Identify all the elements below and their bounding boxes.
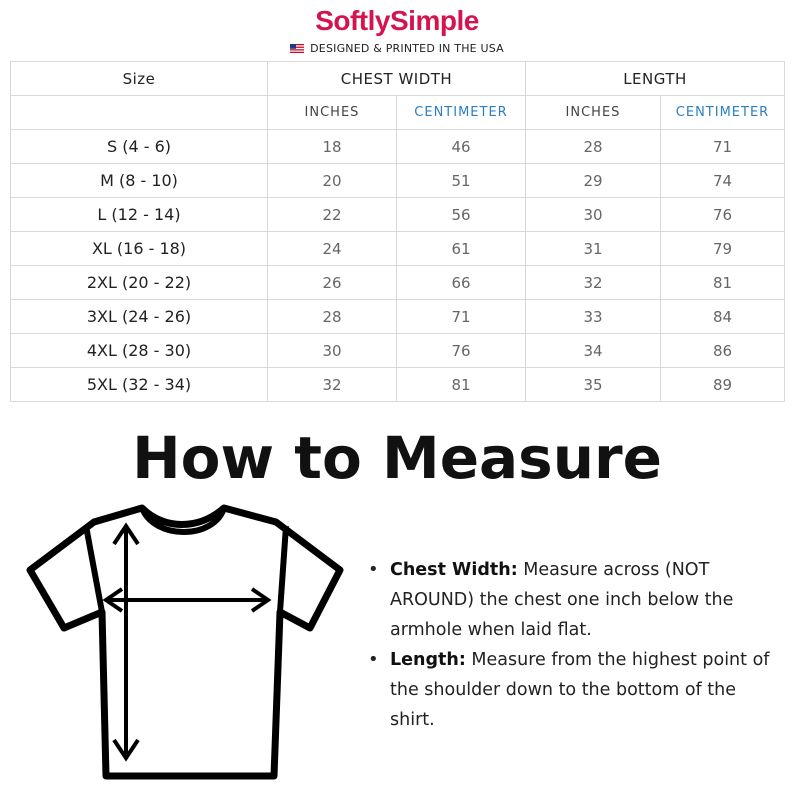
brand-tagline — [290, 42, 504, 55]
length-cm-cell: 74 — [661, 164, 785, 198]
chest-width-text: Measure across (NOT AROUND) the chest one inch below the armhole when laid flat. — [390, 560, 734, 640]
table-row — [11, 300, 785, 334]
size-cell: M (8 - 10) — [11, 164, 268, 198]
measure-instructions — [368, 555, 778, 735]
length-inches-cell: 30 — [526, 198, 661, 232]
table-row — [11, 368, 785, 402]
chest-inches-cell: 26 — [268, 266, 397, 300]
brand-header — [0, 4, 794, 57]
chest-inches-header: INCHES — [268, 96, 397, 130]
chest-inches-cell: 30 — [268, 334, 397, 368]
bullet-icon: • — [368, 649, 379, 670]
chest-cm-cell: 61 — [397, 232, 526, 266]
length-text: Measure from the highest point of the shoulder down to the bottom of the shirt. — [390, 650, 770, 730]
length-inches-cell: 28 — [526, 130, 661, 164]
chest-cm-cell: 71 — [397, 300, 526, 334]
brand-tagline-text: DESIGNED & PRINTED IN THE USA — [310, 42, 504, 55]
table-row — [11, 266, 785, 300]
size-header: Size — [11, 62, 268, 96]
length-cm-header: CENTIMETER — [661, 96, 785, 130]
length-inches-cell: 29 — [526, 164, 661, 198]
chest-inches-cell: 18 — [268, 130, 397, 164]
chest-cm-cell: 76 — [397, 334, 526, 368]
chest-inches-cell: 20 — [268, 164, 397, 198]
chest-cm-cell: 46 — [397, 130, 526, 164]
chest-inches-cell: 28 — [268, 300, 397, 334]
length-cm-cell: 84 — [661, 300, 785, 334]
table-row — [11, 130, 785, 164]
table-row — [11, 198, 785, 232]
length-cm-cell: 76 — [661, 198, 785, 232]
length-cm-cell: 89 — [661, 368, 785, 402]
table-unit-row — [11, 96, 785, 130]
brand-logo: SoftlySimple — [315, 5, 479, 36]
chest-cm-cell: 81 — [397, 368, 526, 402]
chest-cm-header: CENTIMETER — [397, 96, 526, 130]
chest-cm-cell: 56 — [397, 198, 526, 232]
chest-cm-cell: 51 — [397, 164, 526, 198]
tshirt-measure-icon — [24, 500, 354, 790]
length-cm-cell: 86 — [661, 334, 785, 368]
table-row — [11, 164, 785, 198]
length-inches-cell: 32 — [526, 266, 661, 300]
size-cell: S (4 - 6) — [11, 130, 268, 164]
length-inches-cell: 35 — [526, 368, 661, 402]
size-cell: L (12 - 14) — [11, 198, 268, 232]
chest-width-instruction — [368, 555, 778, 645]
how-to-measure-title: How to Measure — [132, 424, 662, 492]
size-chart-table — [10, 61, 785, 402]
chest-inches-cell: 24 — [268, 232, 397, 266]
length-cm-cell: 79 — [661, 232, 785, 266]
chest-cm-cell: 66 — [397, 266, 526, 300]
length-inches-cell: 31 — [526, 232, 661, 266]
size-cell: 4XL (28 - 30) — [11, 334, 268, 368]
chest-width-header: CHEST WIDTH — [268, 62, 526, 96]
length-inches-cell: 33 — [526, 300, 661, 334]
table-row — [11, 232, 785, 266]
size-cell: 5XL (32 - 34) — [11, 368, 268, 402]
length-inches-cell: 34 — [526, 334, 661, 368]
chest-inches-cell: 32 — [268, 368, 397, 402]
chest-inches-cell: 22 — [268, 198, 397, 232]
length-cm-cell: 71 — [661, 130, 785, 164]
empty-cell — [11, 96, 268, 130]
chest-width-label: Chest Width: — [390, 560, 518, 580]
length-header: LENGTH — [526, 62, 785, 96]
length-label: Length: — [390, 650, 466, 670]
size-cell: 2XL (20 - 22) — [11, 266, 268, 300]
size-cell: XL (16 - 18) — [11, 232, 268, 266]
length-cm-cell: 81 — [661, 266, 785, 300]
length-inches-header: INCHES — [526, 96, 661, 130]
bullet-icon: • — [368, 559, 379, 580]
table-row — [11, 334, 785, 368]
us-flag-icon — [290, 44, 304, 53]
table-header-row — [11, 62, 785, 96]
size-cell: 3XL (24 - 26) — [11, 300, 268, 334]
length-instruction — [368, 645, 778, 735]
